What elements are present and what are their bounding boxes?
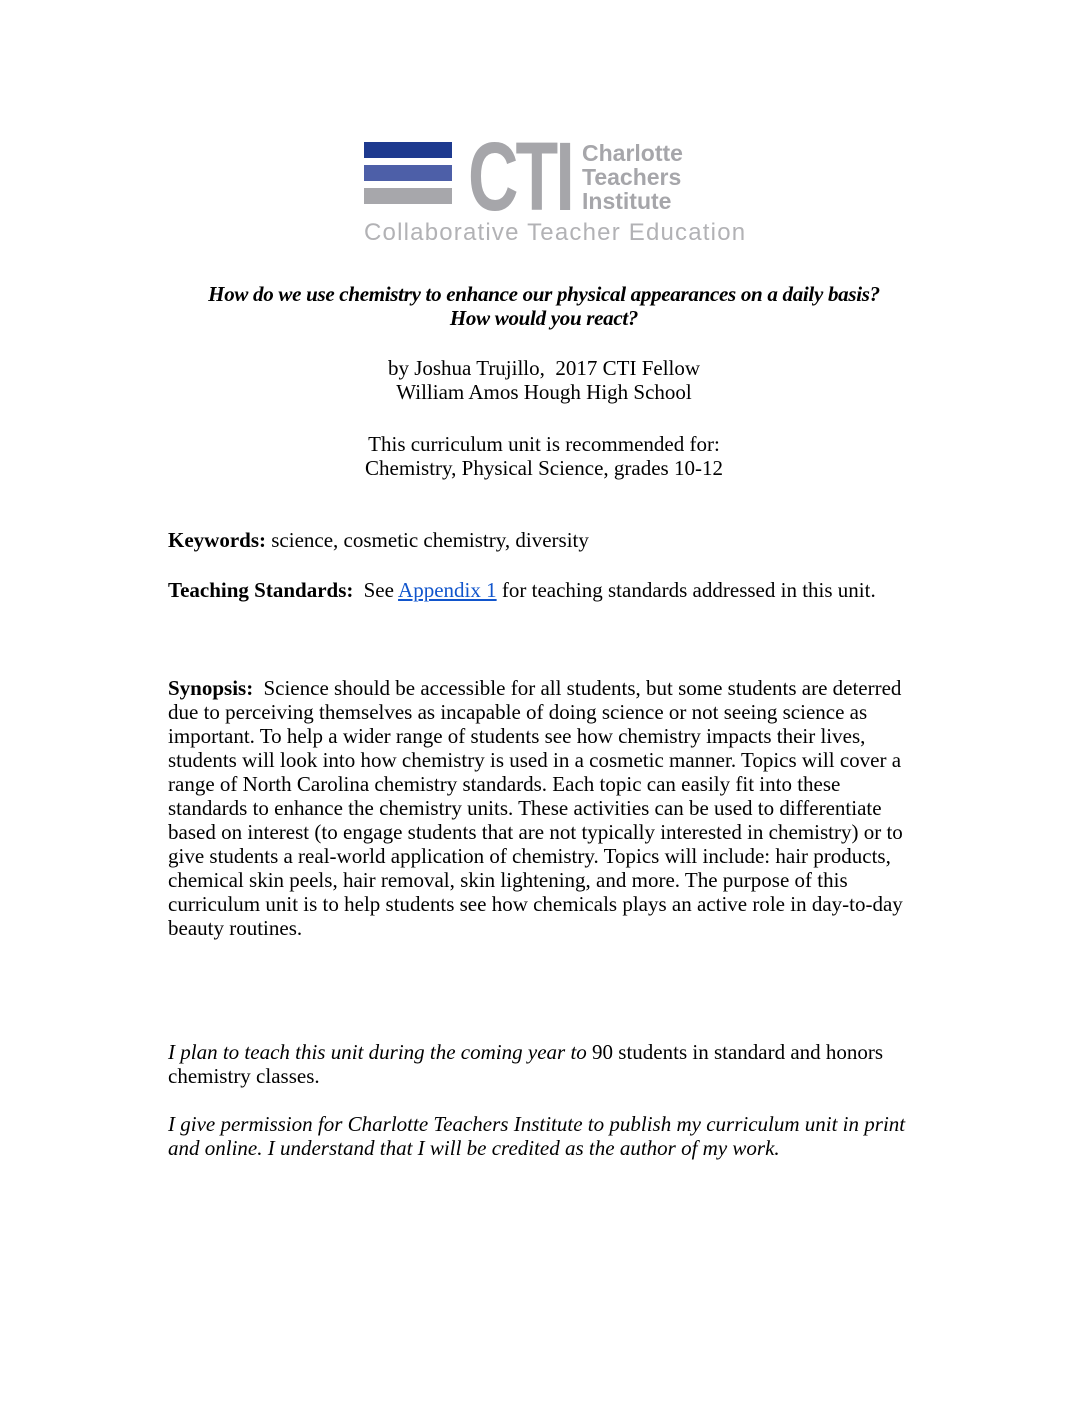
- plan-regular-text: 90 students in standard and honors chemistry classes.: [168, 1040, 884, 1088]
- keywords-label: Keywords:: [168, 528, 266, 552]
- logo-acronym: CTI: [468, 122, 572, 231]
- plan-italic-text: I plan to teach this unit during the coming year to: [168, 1040, 587, 1064]
- unit-title-line1: How do we use chemistry to enhance our physical appearances on a daily basis?: [208, 282, 880, 306]
- recommendation-block: [168, 432, 920, 480]
- appendix-1-link[interactable]: Appendix 1: [398, 578, 497, 602]
- synopsis-paragraph: [168, 676, 920, 940]
- logo-bar-top: [364, 142, 452, 158]
- logo-org-name: [582, 140, 683, 213]
- teaching-standards-post: for teaching standards addressed in this unit.: [501, 578, 876, 602]
- logo-org-name-line3: Institute: [582, 188, 672, 214]
- teaching-standards-label: Teaching Standards:: [168, 578, 354, 602]
- unit-title: [108, 282, 980, 330]
- teaching-standards-line: [168, 578, 920, 602]
- teaching-standards-pre: See: [363, 578, 394, 602]
- permission-paragraph: I give permission for Charlotte Teachers Institute to publish my curriculum unit in print and online. I understand that I will be credited as the author of my work.: [168, 1112, 906, 1160]
- keywords-line: [168, 528, 920, 552]
- logo-tagline: Collaborative Teacher Education: [364, 219, 747, 246]
- keywords-value: science, cosmetic chemistry, diversity: [271, 528, 589, 552]
- logo-org-name-line1: Charlotte: [582, 140, 683, 166]
- recommendation-subjects: Chemistry, Physical Science, grades 10-12: [365, 456, 723, 480]
- synopsis-text: Science should be accessible for all students, but some students are deterred due to perceiving themselves as incapable of doing science or not seeing science as important. To help a wider range of students see how chemistry impacts their lives, students will look into how chemistry is used in a cosmetic manner. Topics will cover a range of North Carolina chemistry standards. Each topic can easily fit into these standards to enhance the chemistry units. These activities can be used to differentiate based on interest (to engage students that are not typically interested in chemistry) or to give students a real-world application of chemistry. Topics will include: hair products, chemical skin peels, hair removal, skin lightening, and more. The purpose of this curriculum unit is to help students see how chemicals plays an active role in day-to-day beauty routines.: [168, 676, 903, 940]
- cti-logo-mark: [364, 122, 724, 231]
- plan-paragraph: [168, 1040, 920, 1088]
- unit-title-line2: How would you react?: [449, 306, 639, 330]
- recommendation-intro: This curriculum unit is recommended for:: [368, 432, 720, 456]
- logo-bars-icon: [364, 140, 452, 204]
- logo-bar-bottom: [364, 188, 452, 204]
- author-school: William Amos Hough High School: [396, 380, 692, 404]
- logo-bar-middle: [364, 165, 452, 181]
- cti-logo: [364, 122, 747, 246]
- synopsis-label: Synopsis:: [168, 676, 254, 700]
- author-byline: by Joshua Trujillo, 2017 CTI Fellow: [387, 356, 701, 380]
- logo-org-name-line2: Teachers: [582, 164, 682, 190]
- author-block: [168, 356, 920, 404]
